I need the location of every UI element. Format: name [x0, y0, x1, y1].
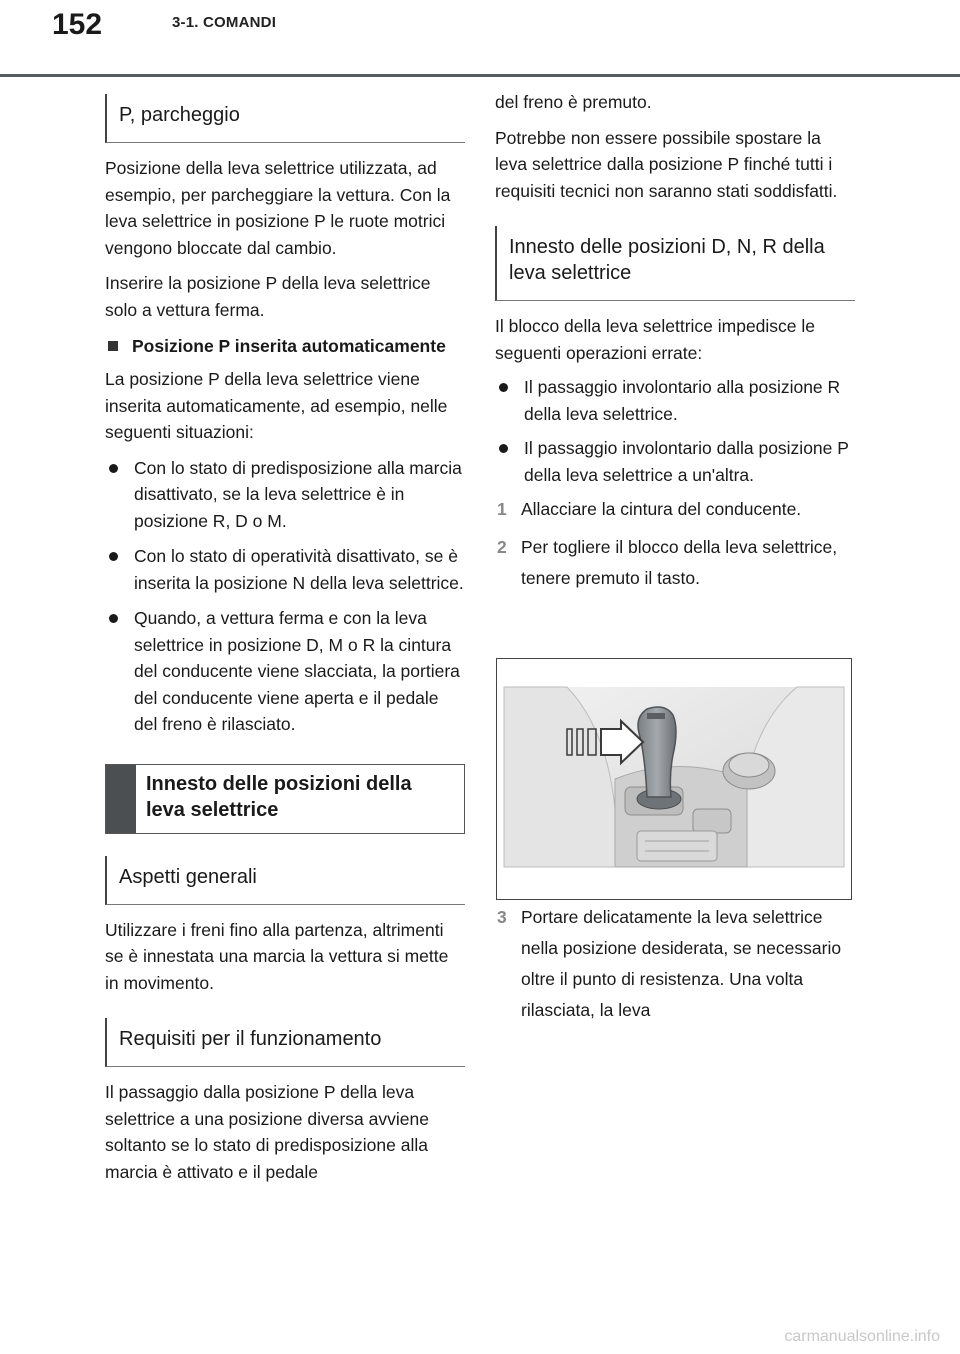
gear-lever-illustration — [497, 659, 851, 899]
paragraph: del freno è premuto. — [495, 92, 652, 112]
subheading-auto-p — [105, 333, 465, 359]
bullet-item — [105, 543, 465, 596]
bullet-dot-icon — [109, 552, 118, 561]
heading-bar — [106, 765, 136, 833]
step-number: 1 — [497, 499, 507, 519]
paragraph: La posizione P della leva selettrice viene inserita automaticamente, ad esempio, nelle seguenti situazioni: — [105, 369, 448, 442]
paragraph: Potrebbe non essere possibile spostare la leva selettrice dalla posizione P finché tutti i requisiti tecnici non saranno stati soddisfatti. — [495, 127, 838, 201]
heading-dnr: Innesto delle posizioni D, N, R della leva selettrice — [495, 226, 855, 301]
subheading-text: Posizione P inserita automaticamente — [132, 336, 446, 356]
bullet-text: Con lo stato di operatività disattivato, se è inserita la posizione N della leva selettrice. — [134, 546, 464, 593]
bullet-text: Il passaggio involontario alla posizione R della leva selettrice. — [524, 377, 841, 424]
bullet-item — [495, 435, 855, 488]
step-text: Allacciare la cintura del conducente. — [521, 499, 802, 519]
right-column — [495, 78, 855, 594]
bullet-dot-icon — [109, 464, 118, 473]
paragraph: Inserire la posizione P della leva selettrice solo a vettura ferma. — [105, 273, 431, 320]
step-item — [495, 902, 855, 1026]
paragraph: Il blocco della leva selettrice impedisce le seguenti operazioni errate: — [495, 316, 816, 363]
bullet-dot-icon — [499, 444, 508, 453]
bullet-text: Con lo stato di predisposizione alla marcia disattivato, se la leva selettrice è in posizione R, D o M. — [134, 457, 462, 531]
paragraph: Il passaggio dalla posizione P della leva selettrice a una posizione diversa avviene soltanto se lo stato di predisposizione alla marcia è attivato e il pedale — [105, 1082, 429, 1182]
paragraph: Utilizzare i freni fino alla partenza, altrimenti se è innestata una marcia la vettura si mette in movimento. — [105, 919, 449, 993]
bullet-dot-icon — [109, 614, 118, 623]
left-column — [105, 78, 465, 1185]
paragraph: Posizione della leva selettrice utilizzata, ad esempio, per parcheggiare la vettura. Con la leva selettrice in posizione P le ruote motrici vengono bloccate dal cambio. — [105, 158, 451, 258]
bullet-dot-icon — [499, 383, 508, 392]
section-heading-text: Innesto delle posizioni della leva selettrice — [146, 772, 412, 821]
gear-lever-figure — [496, 658, 852, 900]
step-number: 3 — [497, 907, 507, 927]
right-column-lower — [495, 902, 855, 1026]
bullet-text: Quando, a vettura ferma e con la leva selettrice in posizione D, M o R la cintura del conducente viene slacciata, la portiera del conducente viene aperta e il pedale del freno è rilasciato. — [134, 608, 460, 734]
section-heading-box — [105, 764, 465, 834]
bullet-item — [105, 605, 465, 738]
step-item — [495, 494, 855, 525]
bullet-item — [105, 455, 465, 535]
step-text: Portare delicatamente la leva selettrice nella posizione desiderata, se necessario oltre il punto di resistenza. Una volta rilasciata, la leva — [521, 907, 842, 1020]
step-item — [495, 532, 855, 594]
watermark: carmanualsonline.info — [784, 1328, 940, 1345]
step-number: 2 — [497, 537, 507, 557]
heading-requisiti: Requisiti per il funzionamento — [105, 1018, 465, 1067]
heading-p-parcheggio: P, parcheggio — [105, 94, 465, 143]
header-rule — [0, 74, 960, 77]
section-label: 3-1. COMANDI — [172, 14, 277, 31]
bullet-item — [495, 374, 855, 427]
square-bullet-icon — [108, 341, 118, 351]
page-header — [0, 0, 960, 78]
page-number: 152 — [52, 8, 103, 41]
heading-aspetti: Aspetti generali — [105, 856, 465, 905]
bullet-text: Il passaggio involontario dalla posizione P della leva selettrice a un'altra. — [524, 438, 849, 485]
step-text: Per togliere il blocco della leva selettrice, tenere premuto il tasto. — [521, 537, 838, 588]
